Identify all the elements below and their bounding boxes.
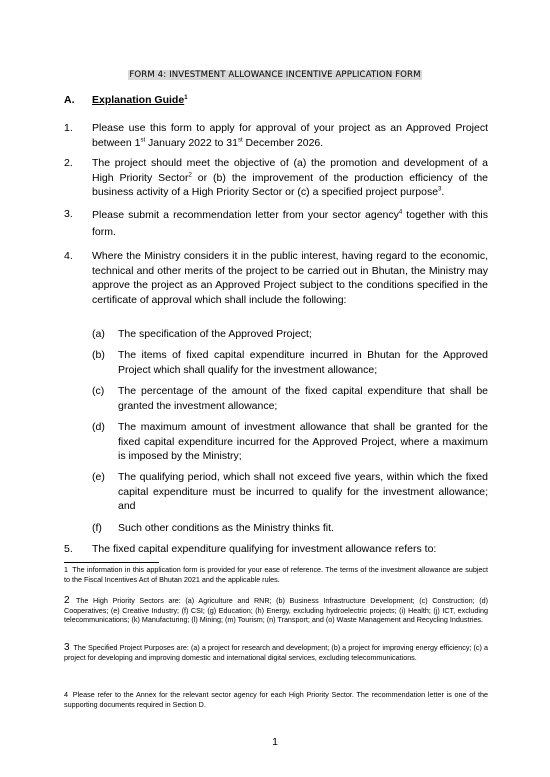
page-number: 1 [272, 736, 278, 748]
footnote-separator [64, 562, 159, 563]
paragraph-text: The fixed capital expenditure qualifying for investment allowance refers to: [92, 543, 437, 555]
paragraph-1 [64, 121, 488, 150]
sub-item-a: (a) The specification of the Approved Project; [92, 328, 312, 340]
paragraph-number: 3. [64, 208, 73, 220]
footnote-ref: 2 [188, 172, 192, 178]
paragraph-text: Please submit a recommendation letter from your sector agency$^4$ together with this form. [92, 209, 488, 238]
footnote-2: 2 The High Priority Sectors are: (a) Agriculture and RNR; (b) Business Infrastructure Development; (c) Construction; (d) Cooperatives; (e) Creative Industry; (f) CSI; (g) Education; (h) Energy, excluding hydroelectric projects; (i) Health; (j) ICT, excluding telecommunications; (k) Manufacturing; (l) Mining; (m) Tourism; (n) Transport; and (o) Waste Management and Recycling Industries. [64, 595, 488, 625]
footnote-ref: 3 [438, 186, 442, 193]
paragraph-number: 5. [64, 543, 73, 555]
form-title: FORM 4: INVESTMENT ALLOWANCE INCENTIVE APPLICATION FORM [129, 70, 421, 80]
footnote-ref: 1 [184, 94, 188, 101]
section-letter: A. [64, 94, 75, 106]
footnote-1: 1 The information in this application form is provided for your ease of reference. The terms of the investment allowance are subject to the Fiscal Incentives Act of Bhutan 2021 and the applicable rules. [64, 565, 488, 584]
paragraph-text: Where the Ministry considers it in the public interest, having regard to the economic, technical and other merits of the project to be carried out in Bhutan, the Ministry may approve the project as an Approved Project subject to the conditions specified in the certificate of approval which shall include the following: [92, 250, 488, 306]
footnote-ref: 4 [398, 209, 403, 216]
footnote-3: 3 The Specified Project Purposes are: (a) a project for research and development; (b) a project for improving energy efficiency; (c) a project for developing and improving domestic and international digital services, excluding telecommunications. [64, 642, 488, 662]
paragraph-text: The project should meet the objective of (a) the promotion and development of a High Priority Sector$^2$ or (b) the improvement of the production efficiency of the business activity of a High Priority Sector or (c) a specified project purpose$^3$. [92, 157, 488, 198]
sub-item-e: (e) The qualifying period, which shall not exceed five years, within which the fixed capital expenditure must be incurred to qualify for the investment allowance; and [92, 471, 488, 512]
paragraph-4 [64, 249, 488, 307]
sub-item-c: (c) The percentage of the amount of the fixed capital expenditure that shall be granted the investment allowance; [92, 385, 488, 412]
paragraph-5 [64, 542, 488, 557]
paragraph-text: Please use this form to apply for approval of your project as an Approved Project between 1st January 2022 to 31st December 2026. [92, 122, 488, 149]
paragraph-2 [64, 156, 488, 200]
sub-item-b: (b) The items of fixed capital expenditure incurred in Bhutan for the Approved Project which shall qualify for the investment allowance; [92, 349, 488, 376]
section-title: Explanation Guide$^1$ [92, 94, 188, 106]
footnote-4: 4 Please refer to the Annex for the relevant sector agency for each High Priority Sector. The recommendation letter is one of the supporting documents required in Section D. [64, 690, 488, 709]
paragraph-3 [64, 207, 488, 241]
sub-item-f: (f) Such other conditions as the Ministry thinks fit. [92, 522, 334, 534]
paragraph-number: 1. [64, 122, 73, 134]
sub-item-d: (d) The maximum amount of investment allowance that shall be granted for the fixed capital expenditure incurred for the Approved Project, where a maximum is imposed by the Ministry; [92, 421, 488, 462]
paragraph-number: 2. [64, 157, 73, 169]
paragraph-number: 4. [64, 250, 73, 262]
